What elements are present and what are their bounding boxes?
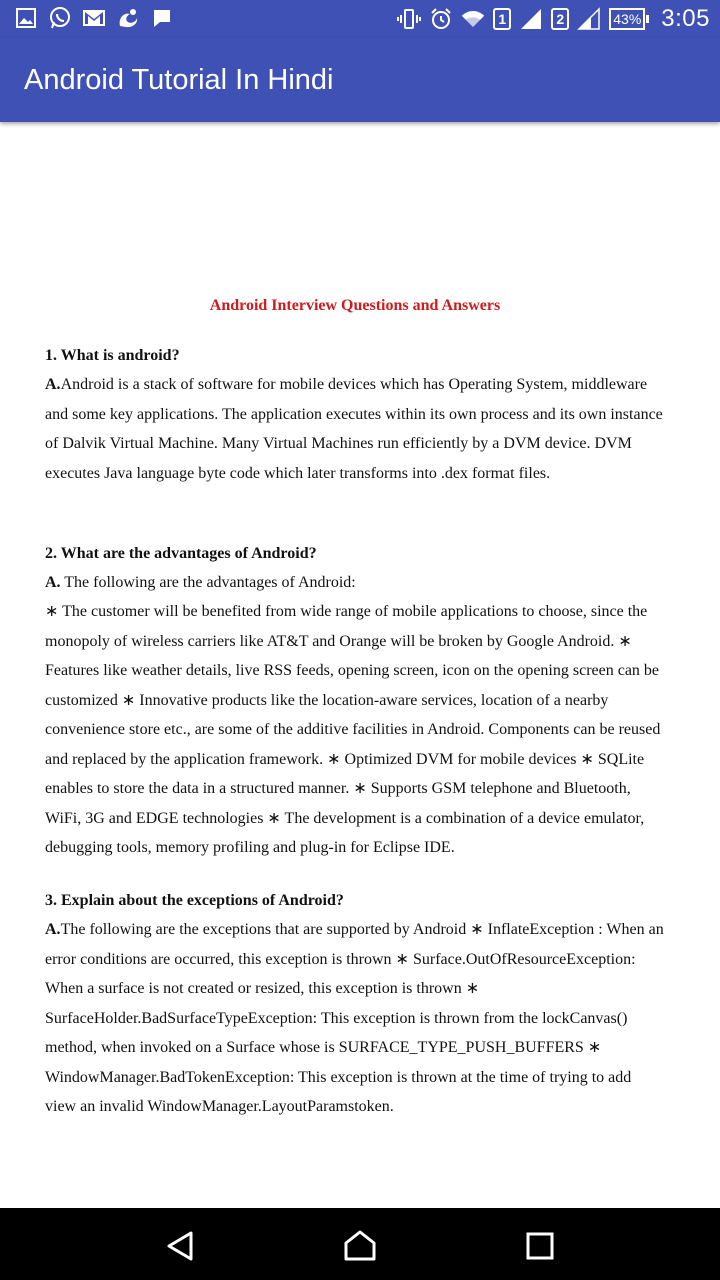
battery-tip xyxy=(646,15,649,23)
sim2-badge: 2 xyxy=(551,8,569,30)
recents-icon xyxy=(526,1232,554,1260)
answer-2-label: A. xyxy=(45,574,61,591)
chat-icon xyxy=(150,6,174,30)
recents-button[interactable] xyxy=(520,1226,560,1266)
back-icon xyxy=(165,1230,195,1262)
answer-2: ∗ The customer will be benefited from wide range of mobile applications to choose, since the monopoly of wireless carriers like AT&T and Orange will be broken by Google Android. ∗ Features like weather details, live RSS feeds, opening screen, icon on the opening screen can be customized ∗ Innovative products like the location-aware services, location of a nearby convenience store etc., are some of the additive facilities in Android. Components can be reused and replaced by the application framework. ∗ Optimized DVM for mobile devices ∗ SQLite enables to store the data in a structured manner. ∗ Supports GSM telephone and Bluetooth, WiFi, 3G and EDGE technologies ∗ The development is a combination of a device emulator, debugging tools, memory profiling and plug-in for Eclipse IDE. xyxy=(45,603,661,856)
alarm-icon xyxy=(429,7,453,31)
answer-1-text: Android is a stack of software for mobile devices which has Operating System, middleware and some key applications. The application executes within its own process and its own instance of Dalvik Virtual Machine. Many Virtual Machines run efficiently by a DVM device. DVM executes Java language byte code which later transforms into .dex format files. xyxy=(45,376,663,482)
signal-icon-2 xyxy=(577,7,601,31)
answer-2-intro-text: The following are the advantages of Android: xyxy=(60,574,356,591)
clock: 3:05 xyxy=(661,5,710,32)
uc-browser-icon xyxy=(116,6,140,30)
gmail-icon xyxy=(82,6,106,30)
question-3: 3. Explain about the exceptions of Android? xyxy=(45,892,344,909)
vibrate-icon xyxy=(397,7,421,31)
navigation-bar xyxy=(0,1208,720,1280)
document-title: Android Interview Questions and Answers xyxy=(209,297,501,314)
answer-1 xyxy=(45,370,665,488)
home-button[interactable] xyxy=(340,1226,380,1266)
question-1: 1. What is android? xyxy=(45,347,180,364)
battery-indicator xyxy=(609,8,649,30)
notification-icons xyxy=(14,6,174,30)
answer-3 xyxy=(45,915,665,1122)
app-title: Android Tutorial In Hindi xyxy=(24,64,334,96)
app-bar xyxy=(0,38,720,122)
content-area[interactable] xyxy=(0,122,720,1208)
status-bar xyxy=(0,0,720,38)
gallery-icon xyxy=(14,6,38,30)
back-button[interactable] xyxy=(160,1226,200,1266)
question-2: 2. What are the advantages of Android? xyxy=(45,545,317,562)
answer-2-intro xyxy=(45,568,665,598)
signal-icon xyxy=(519,7,543,31)
whatsapp-icon xyxy=(48,6,72,30)
sim1-badge: 1 xyxy=(493,8,511,30)
answer-3-text: The following are the exceptions that are supported by Android ∗ InflateException : When an error conditions are occurred, this exception is thrown ∗ Surface.OutOfResourceException: When a surface is not created or resized, this exception is thrown ∗ SurfaceHolder.BadSurfaceTypeException: This exception is thrown from the lockCanvas() method, when invoked on a Surface whose is SURFACE_TYPE_PUSH_BUFFERS ∗ WindowManager.BadTokenException: This exception is thrown at the time of trying to add view an invalid WindowManager.LayoutParamstoken. xyxy=(45,921,664,1115)
system-icons xyxy=(397,4,710,34)
wifi-icon xyxy=(461,7,485,31)
home-icon xyxy=(343,1229,377,1263)
answer-3-label: A. xyxy=(45,921,61,938)
answer-1-label: A. xyxy=(45,376,61,393)
battery-level: 43% xyxy=(609,8,645,30)
